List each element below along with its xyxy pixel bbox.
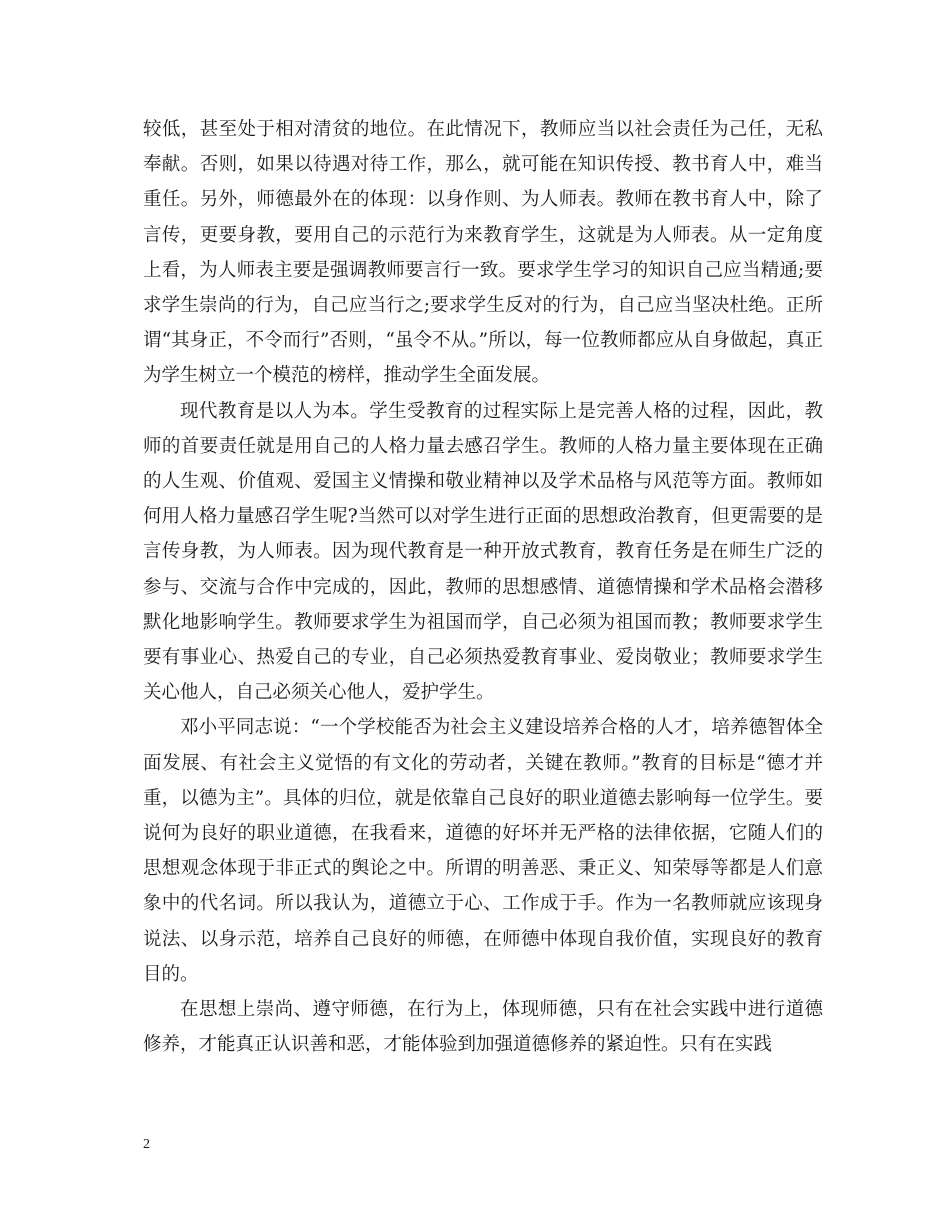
paragraph-1: 较低，甚至处于相对清贫的地位。在此情况下，教师应当以社会责任为己任，无私奉献。否则，如果以待遇对待工作，那么，就可能在知识传授、教书育人中，难当重任。另外，师德最外在的体现：以身作则、为人师表。教师在教书育人中，除了言传，更要身教，要用自己的示范行为来教育学生，这就是为人师表。从一定角度上看，为人师表主要是强调教师要言行一致。要求学生学习的知识自己应当精通;要求学生崇尚的行为，自己应当行之;要求学生反对的行为，自己应当坚决杜绝。正所谓“其身正，不令而行”否则，“虽令不从。”所以，每一位教师都应从自身做起，真正为学生树立一个模范的榜样，推动学生全面发展。 (143, 119, 823, 387)
paragraph-4: 在思想上崇尚、遵守师德，在行为上，体现师德，只有在社会实践中进行道德修养，才能真正认识善和恶，才能体验到加强道德修养的紧迫性。只有在实践 (143, 999, 823, 1056)
paragraph-3: 邓小平同志说：“一个学校能否为社会主义建设培养合格的人才，培养德智体全面发展、有社会主义觉悟的有文化的劳动者，关键在教师。”教育的目标是“德才并重，以德为主”。具体的归位，就是依靠自己良好的职业道德去影响每一位学生。要说何为良好的职业道德，在我看来，道德的好坏并无严格的法律依据，它随人们的思想观念体现于非正式的舆论之中。所谓的明善恶、秉正义、知荣辱等都是人们意象中的代名词。所以我认为，道德立于心、工作成于手。作为一名教师就应该现身说法、以身示范，培养自己良好的师德，在师德中体现自我价值，实现良好的教育目的。 (143, 717, 823, 985)
page-number: 2 (143, 1137, 150, 1152)
body-text (143, 112, 823, 1062)
paragraph-2: 现代教育是以人为本。学生受教育的过程实际上是完善人格的过程，因此，教师的首要责任就是用自己的人格力量去感召学生。教师的人格力量主要体现在正确的人生观、价值观、爱国主义情操和敬业精神以及学术品格与风范等方面。教师如何用人格力量感召学生呢?当然可以对学生进行正面的思想政治教育，但更需要的是言传身教，为人师表。因为现代教育是一种开放式教育，教育任务是在师生广泛的参与、交流与合作中完成的，因此，教师的思想感情、道德情操和学术品格会潜移默化地影响学生。教师要求学生为祖国而学，自己必须为祖国而教；教师要求学生要有事业心、热爱自己的专业，自己必须热爱教育事业、爱岗敬业；教师要求学生关心他人，自己必须关心他人，爱护学生。 (143, 400, 823, 704)
